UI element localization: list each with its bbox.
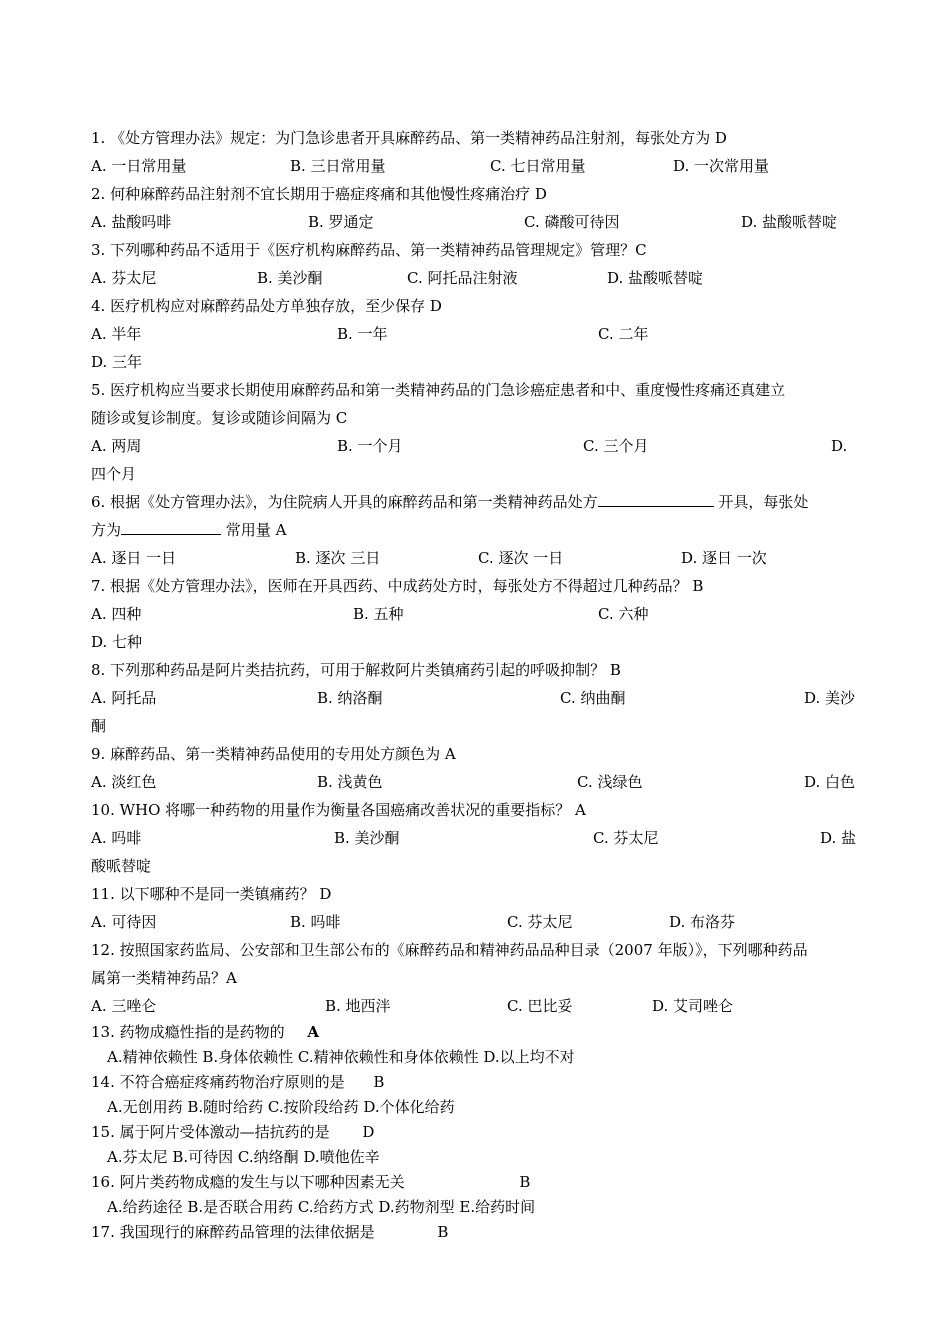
question-11-stem: 11. 以下哪种不是同一类镇痛药？ D — [91, 885, 332, 903]
option-a: A. 一日常用量 — [91, 157, 187, 175]
question-15-options: A.芬太尼 B.可待因 C.纳络酮 D.喷他佐辛 — [107, 1148, 380, 1166]
option-a: A. 淡红色 — [91, 773, 157, 791]
option-a: A. 可待因 — [91, 913, 157, 931]
option-a: A. 三唑仑 — [91, 997, 157, 1015]
option-b: B. 纳洛酮 — [317, 689, 383, 707]
option-b: B. 逐次 三日 — [295, 549, 381, 567]
option-a: A. 阿托品 — [91, 689, 157, 707]
option-a: A. 四种 — [91, 605, 142, 623]
option-c: C. 六种 — [598, 605, 649, 623]
question-3-options — [91, 264, 859, 292]
option-c: C. 七日常用量 — [490, 157, 586, 175]
question-8-stem: 8. 下列那种药品是阿片类拮抗药，可用于解救阿片类镇痛药引起的呼吸抑制？ B — [91, 661, 621, 679]
question-14-stem — [91, 1070, 859, 1095]
question-13-stem — [91, 1020, 859, 1045]
document-page — [91, 124, 859, 1245]
option-c: C. 芬太尼 — [507, 913, 573, 931]
option-d: D. 美沙 — [804, 689, 856, 707]
option-c: C. 巴比妥 — [507, 997, 573, 1015]
question-10-stem: 10. WHO 将哪一种药物的用量作为衡量各国癌痛改善状况的重要指标？ A — [91, 801, 586, 819]
option-d: D. — [831, 437, 848, 455]
question-9-options — [91, 768, 859, 796]
answer-key: B — [437, 1223, 449, 1241]
question-7-option-d: D. 七种 — [91, 633, 143, 651]
option-b: B. 浅黄色 — [317, 773, 383, 791]
option-a: A. 逐日 一日 — [91, 549, 177, 567]
question-6-stem2-a: 方为 — [91, 521, 122, 539]
question-15-stem — [91, 1120, 859, 1145]
question-5-options — [91, 432, 859, 460]
question-10-option-d-cont: 酸哌替啶 — [91, 857, 152, 875]
option-c: C. 磷酸可待因 — [524, 213, 620, 231]
question-stem-text: 13. 药物成瘾性指的是药物的 — [91, 1023, 285, 1041]
option-b: B. 五种 — [353, 605, 404, 623]
question-12-stem: 12. 按照国家药监局、公安部和卫生部公布的《麻醉药品和精神药品品种目录（2007 年版）》，下列哪种药品 — [91, 941, 808, 959]
question-6-stem — [91, 488, 859, 516]
option-d: D. 布洛芬 — [669, 913, 736, 931]
question-16-stem — [91, 1170, 859, 1195]
question-2-options — [91, 208, 859, 236]
option-c: C. 浅绿色 — [577, 773, 643, 791]
question-5-stem-cont: 随诊或复诊制度。复诊或随诊间隔为 C — [91, 409, 348, 427]
question-6-stem2-b: 常用量 A — [225, 521, 287, 539]
option-c: C. 阿托品注射液 — [407, 269, 518, 287]
question-stem-text: 15. 属于阿片受体激动—拮抗药的是 — [91, 1123, 330, 1141]
option-d: D. 艾司唑仑 — [652, 997, 734, 1015]
question-8-option-d-cont: 酮 — [91, 717, 107, 735]
question-14-options: A.无创用药 B.随时给药 C.按阶段给药 D.个体化给药 — [107, 1098, 455, 1116]
option-b: B. 一个月 — [337, 437, 403, 455]
question-3-stem: 3. 下列哪种药品不适用于《医疗机构麻醉药品、第一类精神药品管理规定》管理？C — [91, 241, 647, 259]
option-b: B. 美沙酮 — [257, 269, 323, 287]
option-b: B. 吗啡 — [290, 913, 341, 931]
option-d: D. 盐酸哌替啶 — [741, 213, 838, 231]
question-12-options — [91, 992, 859, 1020]
question-8-options — [91, 684, 859, 712]
option-c: C. 芬太尼 — [593, 829, 659, 847]
question-4-options — [91, 320, 859, 348]
fill-blank-1 — [598, 490, 714, 507]
question-10-options — [91, 824, 859, 852]
question-4-option-d: D. 三年 — [91, 353, 143, 371]
option-d: D. 一次常用量 — [673, 157, 770, 175]
question-6-stem-a: 6. 根据《处方管理办法》，为住院病人开具的麻醉药品和第一类精神药品处方 — [91, 493, 598, 511]
option-b: B. 美沙酮 — [334, 829, 400, 847]
option-c: C. 三个月 — [583, 437, 649, 455]
question-7-stem: 7. 根据《处方管理办法》，医师在开具西药、中成药处方时，每张处方不得超过几种药品？ B — [91, 577, 704, 595]
option-b: B. 一年 — [337, 325, 388, 343]
question-stem-text: 16. 阿片类药物成瘾的发生与以下哪种因素无关 — [91, 1173, 405, 1191]
option-c: C. 二年 — [598, 325, 649, 343]
option-c: C. 逐次 一日 — [478, 549, 564, 567]
option-a: A. 吗啡 — [91, 829, 142, 847]
question-6-options — [91, 544, 859, 572]
question-5-stem: 5. 医疗机构应当要求长期使用麻醉药品和第一类精神药品的门急诊癌症患者和中、重度慢性疼痛还真建立 — [91, 381, 786, 399]
answer-key: A — [307, 1023, 320, 1041]
option-b: B. 地西泮 — [325, 997, 391, 1015]
question-stem-text: 17. 我国现行的麻醉药品管理的法律依据是 — [91, 1223, 375, 1241]
option-d: D. 盐 — [820, 829, 857, 847]
option-a: A. 半年 — [91, 325, 142, 343]
option-c: C. 纳曲酮 — [560, 689, 626, 707]
option-d: D. 逐日 一次 — [681, 549, 767, 567]
question-17-stem — [91, 1220, 859, 1245]
question-5-option-d-text: 四个月 — [91, 465, 137, 483]
question-6-stem-cont — [91, 516, 859, 544]
option-b: B. 罗通定 — [308, 213, 374, 231]
answer-key: D — [362, 1123, 375, 1141]
question-6-stem-b: 开具，每张处 — [718, 493, 809, 511]
fill-blank-2 — [121, 518, 221, 535]
option-d: D. 白色 — [804, 773, 856, 791]
option-a: A. 芬太尼 — [91, 269, 157, 287]
option-d: D. 盐酸哌替啶 — [607, 269, 704, 287]
option-b: B. 三日常用量 — [290, 157, 386, 175]
question-9-stem: 9. 麻醉药品、第一类精神药品使用的专用处方颜色为 A — [91, 745, 456, 763]
answer-key: B — [519, 1173, 531, 1191]
answer-key: B — [373, 1073, 385, 1091]
question-7-options — [91, 600, 859, 628]
question-4-stem: 4. 医疗机构应对麻醉药品处方单独存放，至少保存 D — [91, 297, 442, 315]
question-1-stem: 1. 《处方管理办法》规定：为门急诊患者开具麻醉药品、第一类精神药品注射剂，每张处方为 D — [91, 129, 727, 147]
question-16-options: A.给药途径 B.是否联合用药 C.给药方式 D.药物剂型 E.给药时间 — [107, 1198, 536, 1216]
question-1-options — [91, 152, 859, 180]
question-12-stem-cont: 属第一类精神药品？A — [91, 969, 237, 987]
question-2-stem: 2. 何种麻醉药品注射剂不宜长期用于癌症疼痛和其他慢性疼痛治疗 D — [91, 185, 547, 203]
question-stem-text: 14. 不符合癌症疼痛药物治疗原则的是 — [91, 1073, 345, 1091]
option-a: A. 两周 — [91, 437, 142, 455]
question-11-options — [91, 908, 859, 936]
option-a: A. 盐酸吗啡 — [91, 213, 172, 231]
question-13-options: A.精神依赖性 B.身体依赖性 C.精神依赖性和身体依赖性 D.以上均不对 — [107, 1048, 575, 1066]
